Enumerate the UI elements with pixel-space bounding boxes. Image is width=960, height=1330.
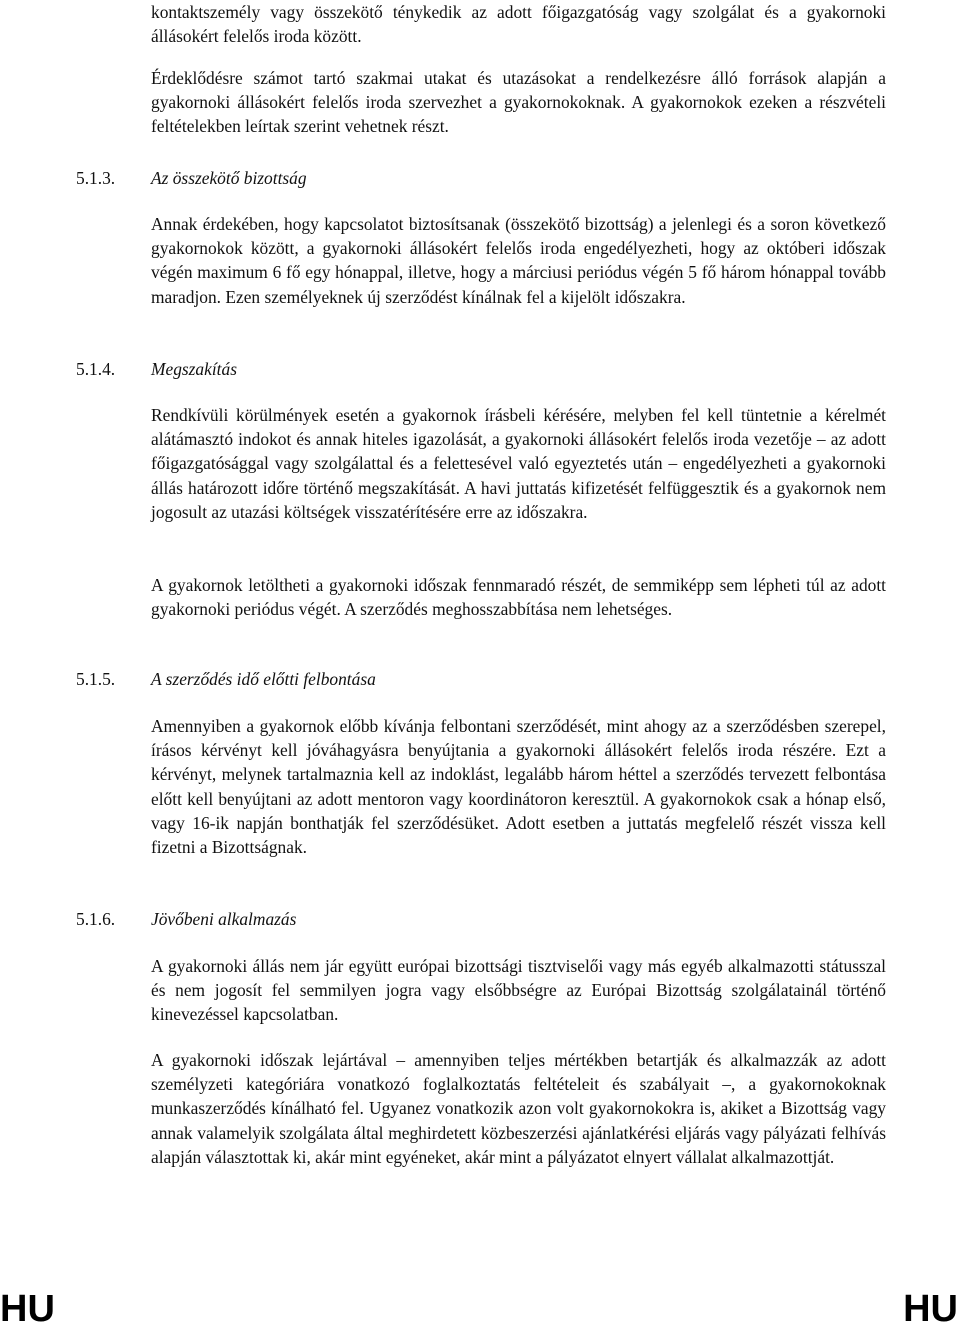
paragraph-professional-trips: Érdeklődésre számot tartó szakmai utakat és utazásokat a rendelkezésre álló források alapján a gyakornoki állásokért felelős iroda szervezhet a gyakornokoknak. A gyakornokok ezeken a részvételi feltételekben leírtak szerint vehetnek részt. [151, 68, 886, 137]
paragraph-intro-end: kontaktszemély vagy összekötő ténykedik az adott főigazgatóság vagy szolgálat és a gyakornoki állásokért felelős iroda között. [151, 2, 886, 47]
paragraph-future-employment-contract: A gyakornoki időszak lejártával – amennyiben teljes mértékben betartják és alkalmazzák az adott személyzeti kategóriára vonatkozó foglalkoztatás feltételeit és szabályait –, a gyakornokoknak munkaszerződés kínálható fel. Ugyanez vonatkozik azon volt gyakornokokra is, akiket a Bizottság vagy annak valamelyik szolgálata által meghirdetett közbeszerzési ajánlatkérési eljárás vagy pályázati felhívás alapján választottak ki, akár mint egyéneket, akár mint a pályázatot elnyert vállalat alkalmazottját. [151, 1050, 886, 1167]
section-title: Az összekötő bizottság [151, 168, 307, 188]
section-number: 5.1.4. [76, 359, 116, 379]
footer-language-code-right: HU [903, 1288, 958, 1330]
paragraph-future-employment-status: A gyakornoki állás nem jár együtt európai bizottsági tisztviselői vagy más egyéb alkalmazotti státusszal és nem jogosít fel semmilyen jogra vagy elsőbbségre az Európai Bizottság szolgálatainál történő kinevezéssel kapcsolatban. [151, 956, 886, 1025]
section-title: A szerződés idő előtti felbontása [151, 669, 376, 689]
footer-language-code-left: HU [0, 1288, 55, 1330]
section-title: Jövőbeni alkalmazás [151, 909, 297, 929]
paragraph-interruption-completion: A gyakornok letöltheti a gyakornoki időszak fennmaradó részét, de semmiképp sem lépheti túl az adott gyakornoki periódus végét. A szerződés meghosszabbítása nem lehetséges. [151, 575, 886, 620]
paragraph-early-termination: Amennyiben a gyakornok előbb kívánja felbontani szerződését, mint ahogy az a szerződésben szerepel, írásos kérvényt kell jóváhagyásra benyújtania a gyakornoki állásokért felelős iroda részére. Ezt a kérvényt, melynek tartalmaznia kell az indoklást, legalább három héttel a szerződés tervezett felbontása előtt kell benyújtani az adott mentoron vagy koordinátoron keresztül. A gyakornokok csak a hónap első, vagy 16-ik napján bonthatják fel szerződésüket. Adott esetben a juttatás megfelelő részét vissza kell fizetni a Bizottságnak. [151, 716, 886, 858]
paragraph-liaison-committee: Annak érdekében, hogy kapcsolatot biztosítsanak (összekötő bizottság) a jelenlegi és a soron következő gyakornokok között, a gyakornoki állásokért felelős iroda engedélyezheti, hogy az októberi időszak végén maximum 6 fő egy hónappal, illetve, hogy a márciusi periódus végén 5 fő három hónappal tovább maradjon. Ezen személyeknek új szerződést kínálnak fel a kijelölt időszakra. [151, 214, 886, 307]
section-number: 5.1.6. [76, 909, 116, 929]
paragraph-interruption-request: Rendkívüli körülmények esetén a gyakornok írásbeli kérésére, melyben fel kell tüntetnie a kérelmét alátámasztó indokot és annak hiteles igazolását, a gyakornoki állásokért felelős iroda vezetője – az adott főigazgatósággal vagy szolgálattal és a felettesével való egyeztetés után – engedélyezheti a gyakornoki állás határozott időre történő megszakítását. A havi juttatás kifizetését felfüggesztik és a gyakornok nem jogosult az utazási költségek visszatérítésére erre az időszakra. [151, 405, 886, 522]
section-title: Megszakítás [151, 359, 237, 379]
section-number: 5.1.3. [76, 168, 116, 188]
section-number: 5.1.5. [76, 669, 116, 689]
